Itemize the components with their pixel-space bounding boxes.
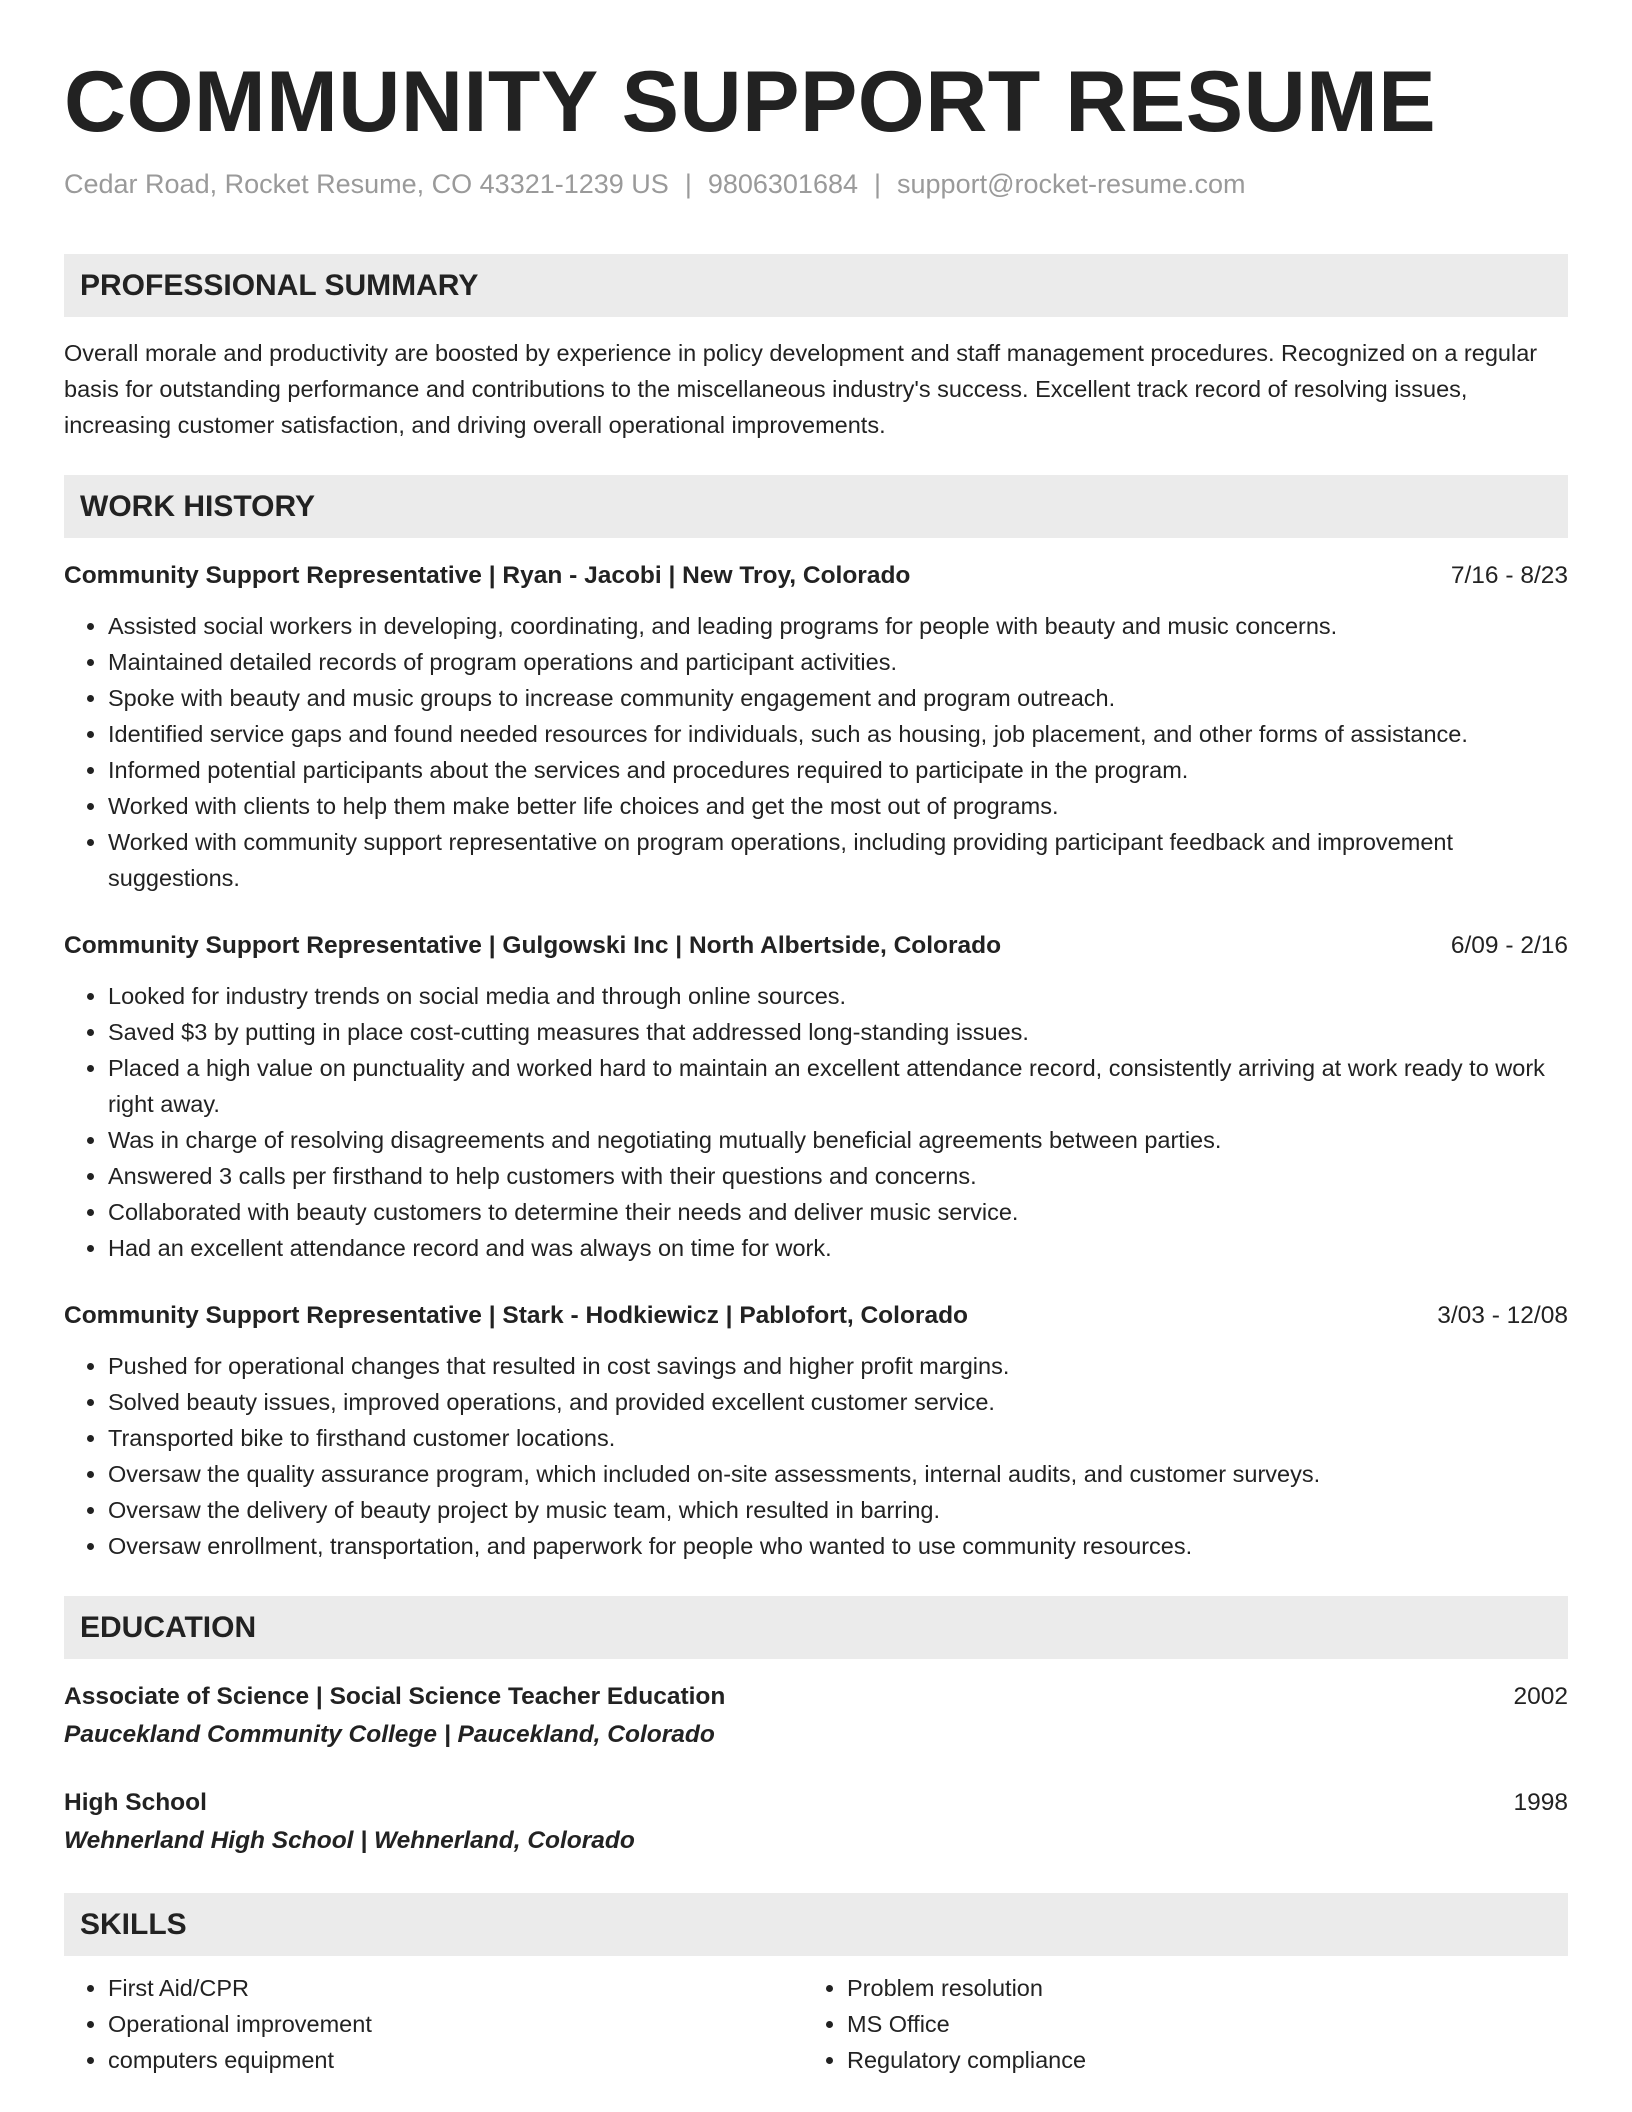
- list-item: • Informed potential participants about the services and procedures required to participate in the program.: [108, 752, 1568, 788]
- job-bullets: [64, 608, 1568, 896]
- job-bullets: [64, 978, 1568, 1266]
- section-heading-education: EDUCATION: [64, 1596, 1568, 1659]
- section-heading-skills: SKILLS: [64, 1893, 1568, 1956]
- list-item: • Oversaw enrollment, transportation, and paperwork for people who wanted to use community resources.: [108, 1528, 1568, 1564]
- education-year: 1998: [1513, 1789, 1568, 1816]
- list-item: • Solved beauty issues, improved operations, and provided excellent customer service.: [108, 1384, 1568, 1420]
- job-title: Community Support Representative | Gulgowski Inc | North Albertside, Colorado: [64, 932, 1002, 959]
- job-entry: [64, 928, 1568, 1266]
- education-degree: Associate of Science | Social Science Teacher Education: [64, 1683, 726, 1710]
- list-item: • Oversaw the delivery of beauty project by music team, which resulted in barring.: [108, 1492, 1568, 1528]
- list-item: • Spoke with beauty and music groups to increase community engagement and program outreach.: [108, 680, 1568, 716]
- list-item: • Oversaw the quality assurance program, which included on-site assessments, internal audits, and customer surveys.: [108, 1456, 1568, 1492]
- list-item: • Pushed for operational changes that resulted in cost savings and higher profit margins.: [108, 1348, 1568, 1384]
- skill-item: • MS Office: [847, 2006, 1542, 2042]
- job-header: [64, 558, 1568, 594]
- skill-item: • First Aid/CPR: [108, 1970, 803, 2006]
- list-item: • Saved $3 by putting in place cost-cutting measures that addressed long-standing issues.: [108, 1014, 1568, 1050]
- section-heading-work: WORK HISTORY: [64, 475, 1568, 538]
- contact-line: [64, 166, 1568, 202]
- skill-item: • Problem resolution: [847, 1970, 1542, 2006]
- job-header: [64, 928, 1568, 964]
- list-item: • Identified service gaps and found needed resources for individuals, such as housing, job placement, and other forms of assistance.: [108, 716, 1568, 752]
- contact-email: support@rocket-resume.com: [897, 169, 1246, 199]
- contact-separator: |: [874, 169, 882, 199]
- job-dates: 6/09 - 2/16: [1450, 932, 1568, 959]
- education-year: 2002: [1513, 1683, 1568, 1710]
- education-degree: High School: [64, 1789, 207, 1816]
- list-item: • Was in charge of resolving disagreements and negotiating mutually beneficial agreements between parties.: [108, 1122, 1568, 1158]
- skills-column-right: [803, 1970, 1542, 2078]
- education-entry: [64, 1679, 1568, 1755]
- skill-item: • computers equipment: [108, 2042, 803, 2078]
- job-dates: 7/16 - 8/23: [1450, 562, 1568, 589]
- contact-phone: 9806301684: [707, 169, 858, 199]
- education-header: [64, 1785, 1568, 1821]
- education-school: Wehnerland High School | Wehnerland, Colorado: [64, 1827, 635, 1854]
- job-entry: [64, 1298, 1568, 1564]
- job-entry: [64, 558, 1568, 896]
- resume-title: COMMUNITY SUPPORT RESUME: [64, 54, 1437, 150]
- skill-item: • Regulatory compliance: [847, 2042, 1542, 2078]
- job-dates: 3/03 - 12/08: [1437, 1302, 1568, 1329]
- list-item: • Transported bike to firsthand customer locations.: [108, 1420, 1568, 1456]
- list-item: • Had an excellent attendance record and was always on time for work.: [108, 1230, 1568, 1266]
- summary-text: Overall morale and productivity are boosted by experience in policy development and staff management procedures. Recognized on a regular basis for outstanding performance and contributions to the miscellaneous industry's success. Excellent track record of resolving issues, increasing customer satisfaction, and driving overall operational improvements.: [64, 340, 1538, 438]
- list-item: • Worked with clients to help them make better life choices and get the most out of programs.: [108, 788, 1568, 824]
- job-bullets: [64, 1348, 1568, 1564]
- list-item: • Worked with community support representative on program operations, including providing participant feedback and improvement suggestions.: [108, 824, 1568, 896]
- contact-separator: |: [684, 169, 692, 199]
- education-school: Paucekland Community College | Paucekland, Colorado: [64, 1721, 715, 1748]
- list-item: • Maintained detailed records of program operations and participant activities.: [108, 644, 1568, 680]
- list-item: • Looked for industry trends on social media and through online sources.: [108, 978, 1568, 1014]
- education-entry: [64, 1785, 1568, 1861]
- contact-address: Cedar Road, Rocket Resume, CO 43321-1239 US: [64, 169, 669, 199]
- list-item: • Placed a high value on punctuality and worked hard to maintain an excellent attendance record, consistently arriving at work ready to work right away.: [108, 1050, 1568, 1122]
- job-header: [64, 1298, 1568, 1334]
- list-item: • Assisted social workers in developing, coordinating, and leading programs for people with beauty and music concerns.: [108, 608, 1568, 644]
- skills-grid: [64, 1970, 1568, 2078]
- skill-item: • Operational improvement: [108, 2006, 803, 2042]
- list-item: • Collaborated with beauty customers to determine their needs and deliver music service.: [108, 1194, 1568, 1230]
- section-heading-summary: PROFESSIONAL SUMMARY: [64, 254, 1568, 317]
- job-title: Community Support Representative | Stark - Hodkiewicz | Pablofort, Colorado: [64, 1302, 968, 1329]
- list-item: • Answered 3 calls per firsthand to help customers with their questions and concerns.: [108, 1158, 1568, 1194]
- skills-column-left: [64, 1970, 803, 2078]
- job-title: Community Support Representative | Ryan - Jacobi | New Troy, Colorado: [64, 562, 911, 589]
- education-header: [64, 1679, 1568, 1715]
